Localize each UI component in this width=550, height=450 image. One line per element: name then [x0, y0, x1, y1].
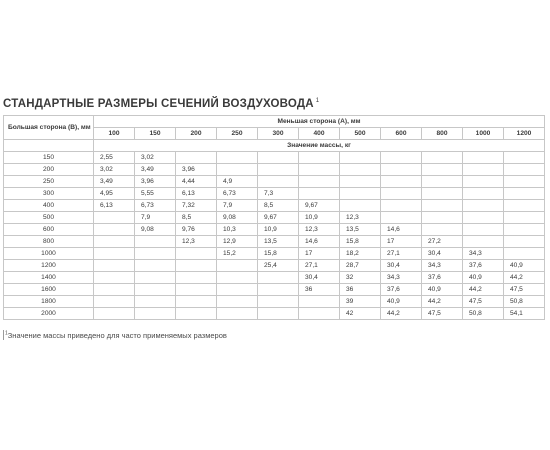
table-cell — [299, 164, 340, 176]
table-cell — [381, 152, 422, 164]
table-cell — [299, 308, 340, 320]
table-row — [4, 284, 545, 296]
table-cell: 10,9 — [299, 212, 340, 224]
row-label: 250 — [4, 176, 94, 188]
table-cell — [463, 152, 504, 164]
row-label: 2000 — [4, 308, 94, 320]
corner-label: Большая сторона (B), мм — [4, 116, 94, 140]
table-cell — [463, 236, 504, 248]
table-cell — [176, 296, 217, 308]
table-cell — [504, 236, 545, 248]
footnote-text: Значение массы приведено для часто применяемых размеров — [7, 331, 227, 340]
table-cell: 15,8 — [340, 236, 381, 248]
table-cell: 9,08 — [217, 212, 258, 224]
table-cell — [299, 296, 340, 308]
table-cell: 14,6 — [381, 224, 422, 236]
table-cell — [217, 308, 258, 320]
table-row — [4, 260, 545, 272]
table-cell — [504, 224, 545, 236]
table-cell — [299, 176, 340, 188]
table-row — [4, 164, 545, 176]
table-row — [4, 308, 545, 320]
table-cell — [217, 296, 258, 308]
table-cell: 12,3 — [340, 212, 381, 224]
row-label: 300 — [4, 188, 94, 200]
table-row — [4, 296, 545, 308]
column-header: 500 — [340, 128, 381, 140]
row-label: 800 — [4, 236, 94, 248]
table-cell — [258, 164, 299, 176]
table-cell: 14,6 — [299, 236, 340, 248]
table-cell — [135, 248, 176, 260]
table-cell — [504, 200, 545, 212]
table-cell: 47,5 — [463, 296, 504, 308]
row-label: 1000 — [4, 248, 94, 260]
table-cell — [340, 176, 381, 188]
table-cell — [504, 152, 545, 164]
table-cell: 44,2 — [381, 308, 422, 320]
row-label: 500 — [4, 212, 94, 224]
empty-header-cell — [4, 140, 94, 152]
column-header: 1200 — [504, 128, 545, 140]
table-cell: 40,9 — [463, 272, 504, 284]
table-cell — [381, 176, 422, 188]
table-cell — [217, 272, 258, 284]
table-cell — [135, 272, 176, 284]
table-cell — [381, 188, 422, 200]
table-cell — [94, 272, 135, 284]
table-cell — [299, 152, 340, 164]
table-cell — [94, 296, 135, 308]
table-cell: 44,2 — [463, 284, 504, 296]
table-cell — [340, 200, 381, 212]
table-cell — [258, 176, 299, 188]
table-cell — [340, 188, 381, 200]
table-cell — [258, 296, 299, 308]
table-row — [4, 152, 545, 164]
row-label: 150 — [4, 152, 94, 164]
table-cell: 7,9 — [217, 200, 258, 212]
table-cell: 9,67 — [258, 212, 299, 224]
table-cell — [422, 212, 463, 224]
table-cell: 3,02 — [94, 164, 135, 176]
table-cell — [299, 188, 340, 200]
table-cell — [217, 284, 258, 296]
table-cell: 3,49 — [135, 164, 176, 176]
table-cell: 6,13 — [176, 188, 217, 200]
table-cell: 6,73 — [217, 188, 258, 200]
table-cell: 8,5 — [258, 200, 299, 212]
table-cell — [463, 224, 504, 236]
table-cell: 7,9 — [135, 212, 176, 224]
table-cell: 12,3 — [299, 224, 340, 236]
table-cell — [422, 176, 463, 188]
table-cell — [340, 164, 381, 176]
table-cell: 30,4 — [299, 272, 340, 284]
table-cell — [422, 152, 463, 164]
table-cell — [94, 260, 135, 272]
row-label: 600 — [4, 224, 94, 236]
table-cell: 3,96 — [176, 164, 217, 176]
table-cell: 18,2 — [340, 248, 381, 260]
table-cell: 50,8 — [463, 308, 504, 320]
table-row — [4, 236, 545, 248]
table-body — [4, 152, 545, 320]
table-cell — [381, 200, 422, 212]
column-header: 250 — [217, 128, 258, 140]
table-cell — [94, 284, 135, 296]
row-label: 200 — [4, 164, 94, 176]
table-row — [4, 224, 545, 236]
footnote — [3, 330, 227, 340]
table-cell: 37,6 — [463, 260, 504, 272]
table-cell: 40,9 — [381, 296, 422, 308]
row-label: 400 — [4, 200, 94, 212]
table-cell — [463, 188, 504, 200]
table-cell: 54,1 — [504, 308, 545, 320]
table-cell: 32 — [340, 272, 381, 284]
smaller-side-label: Меньшая сторона (A), мм — [94, 116, 545, 128]
table-cell — [135, 236, 176, 248]
table-cell: 42 — [340, 308, 381, 320]
table-cell — [258, 272, 299, 284]
table-cell — [463, 212, 504, 224]
table-cell — [258, 308, 299, 320]
table-cell — [463, 176, 504, 188]
table-cell — [94, 212, 135, 224]
table-cell — [422, 224, 463, 236]
table-cell: 37,6 — [422, 272, 463, 284]
table-cell — [422, 200, 463, 212]
table-cell — [135, 284, 176, 296]
table-cell — [176, 260, 217, 272]
table-cell — [176, 308, 217, 320]
column-header: 300 — [258, 128, 299, 140]
table-cell: 13,5 — [340, 224, 381, 236]
footnote-divider — [3, 330, 4, 340]
row-label: 1200 — [4, 260, 94, 272]
table-cell: 34,3 — [381, 272, 422, 284]
table-cell: 44,2 — [504, 272, 545, 284]
table-cell — [135, 308, 176, 320]
table-row — [4, 248, 545, 260]
mass-label: Значение массы, кг — [94, 140, 545, 152]
table-cell — [94, 236, 135, 248]
table-cell — [94, 308, 135, 320]
table-cell — [176, 152, 217, 164]
table-cell: 15,8 — [258, 248, 299, 260]
table-cell: 2,55 — [94, 152, 135, 164]
table-row — [4, 272, 545, 284]
table-cell — [217, 260, 258, 272]
table-cell — [176, 272, 217, 284]
table-cell: 9,08 — [135, 224, 176, 236]
row-label: 1600 — [4, 284, 94, 296]
table-cell: 6,73 — [135, 200, 176, 212]
table-cell: 3,96 — [135, 176, 176, 188]
table-cell — [340, 152, 381, 164]
table-cell — [258, 152, 299, 164]
table-cell — [94, 248, 135, 260]
table-cell: 10,3 — [217, 224, 258, 236]
table-cell: 7,3 — [258, 188, 299, 200]
column-header: 150 — [135, 128, 176, 140]
table-cell: 17 — [299, 248, 340, 260]
table-cell — [463, 164, 504, 176]
column-header: 600 — [381, 128, 422, 140]
table-cell: 7,32 — [176, 200, 217, 212]
table-cell: 34,3 — [463, 248, 504, 260]
table-cell: 44,2 — [422, 296, 463, 308]
table-cell — [504, 164, 545, 176]
table-cell: 30,4 — [381, 260, 422, 272]
table-row — [4, 188, 545, 200]
table-cell: 36 — [340, 284, 381, 296]
table-cell: 9,67 — [299, 200, 340, 212]
table-cell — [176, 284, 217, 296]
table-cell — [504, 176, 545, 188]
column-header: 200 — [176, 128, 217, 140]
duct-sizes-table — [3, 115, 545, 320]
table-cell: 5,55 — [135, 188, 176, 200]
table-cell: 9,76 — [176, 224, 217, 236]
table-cell: 40,9 — [504, 260, 545, 272]
table-cell: 12,9 — [217, 236, 258, 248]
table-cell — [94, 224, 135, 236]
table-row — [4, 176, 545, 188]
table-cell: 15,2 — [217, 248, 258, 260]
table-cell: 47,5 — [504, 284, 545, 296]
duct-sizes-table-wrapper — [3, 115, 545, 320]
footnote-marker: 1 — [5, 330, 8, 337]
table-cell — [504, 248, 545, 260]
table-cell — [504, 212, 545, 224]
table-cell: 12,3 — [176, 236, 217, 248]
table-cell — [176, 248, 217, 260]
table-cell — [217, 164, 258, 176]
table-cell — [381, 164, 422, 176]
table-cell: 36 — [299, 284, 340, 296]
table-cell: 4,44 — [176, 176, 217, 188]
table-cell: 28,7 — [340, 260, 381, 272]
table-cell — [422, 164, 463, 176]
table-cell: 13,5 — [258, 236, 299, 248]
table-cell: 8,5 — [176, 212, 217, 224]
table-cell — [381, 212, 422, 224]
table-cell — [217, 152, 258, 164]
column-header: 400 — [299, 128, 340, 140]
table-cell — [422, 188, 463, 200]
table-cell: 3,49 — [94, 176, 135, 188]
column-header: 100 — [94, 128, 135, 140]
page-title — [3, 98, 319, 110]
row-label: 1400 — [4, 272, 94, 284]
table-cell: 37,6 — [381, 284, 422, 296]
table-cell: 4,95 — [94, 188, 135, 200]
column-header: 1000 — [463, 128, 504, 140]
table-cell: 27,1 — [299, 260, 340, 272]
table-cell: 27,2 — [422, 236, 463, 248]
table-cell: 47,5 — [422, 308, 463, 320]
table-cell: 34,3 — [422, 260, 463, 272]
table-cell — [258, 284, 299, 296]
row-label: 1800 — [4, 296, 94, 308]
table-cell: 25,4 — [258, 260, 299, 272]
table-cell — [135, 260, 176, 272]
table-cell: 27,1 — [381, 248, 422, 260]
table-cell: 39 — [340, 296, 381, 308]
table-row — [4, 212, 545, 224]
table-cell — [463, 200, 504, 212]
table-cell: 6,13 — [94, 200, 135, 212]
table-cell: 3,02 — [135, 152, 176, 164]
title-text: СТАНДАРТНЫЕ РАЗМЕРЫ СЕЧЕНИЙ ВОЗДУХОВОДА — [3, 98, 314, 110]
table-cell: 30,4 — [422, 248, 463, 260]
table-cell — [135, 296, 176, 308]
table-cell — [504, 188, 545, 200]
table-cell: 40,9 — [422, 284, 463, 296]
column-header: 800 — [422, 128, 463, 140]
table-cell: 4,9 — [217, 176, 258, 188]
table-row — [4, 200, 545, 212]
title-footnote-marker: 1 — [315, 98, 320, 105]
table-cell: 17 — [381, 236, 422, 248]
table-cell: 10,9 — [258, 224, 299, 236]
table-cell: 50,8 — [504, 296, 545, 308]
